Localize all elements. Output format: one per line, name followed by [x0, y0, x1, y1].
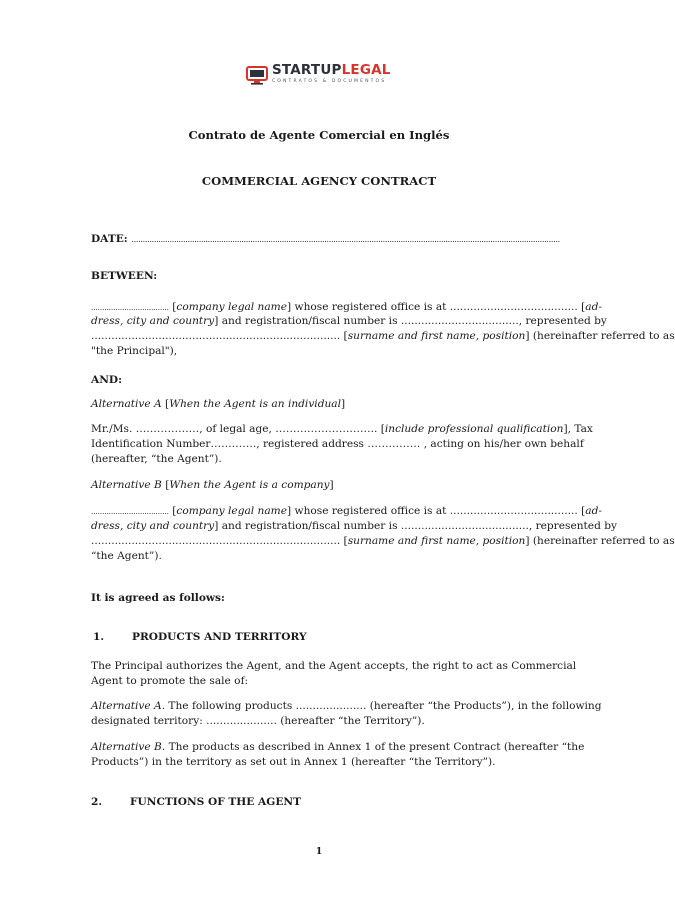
- startuplegal-logo: [246, 64, 391, 90]
- document-subtitle: COMMERCIAL AGENCY CONTRACT: [201, 174, 437, 188]
- principal-line-3: .......................................................................... [surname and first name, position] (hereinafter referred to as: [91, 330, 675, 342]
- individual-line-2: Identification Number…………., registered address …………… , acting on his/her own behalf: [91, 438, 584, 450]
- section-1-para-line-1: The Principal authorizes the Agent, and the Agent accepts, the right to act as Commercial: [91, 660, 577, 672]
- company-line-1: ................................... [company legal name] whose registered office is at ...................................... [ad-: [91, 505, 602, 517]
- section-2-heading: 2. FUNCTIONS OF THE AGENT: [91, 796, 301, 808]
- principal-line-4: "the Principal"),: [91, 345, 178, 357]
- document-title: Contrato de Agente Comercial en Inglés: [188, 128, 450, 142]
- section-1-alt-b-line-1: Alternative B. The products as described in Annex 1 of the present Contract (hereafter “the: [91, 741, 585, 753]
- agreed-heading: It is agreed as follows:: [91, 592, 225, 604]
- company-line-2: dress, city and country] and registration/fiscal number is ......................................, represented by: [91, 520, 617, 532]
- individual-line-1: Mr./Ms. ………………, of legal age, ……………………….. [include professional qualification], Tax: [91, 423, 593, 435]
- section-1-alt-a-line-1: Alternative A. The following products ..................... (hereafter “the Products”), in the following: [91, 700, 602, 712]
- monitor-icon: [246, 66, 268, 85]
- company-line-4: “the Agent”).: [91, 550, 162, 562]
- alternative-b-heading: Alternative B [When the Agent is a company]: [91, 479, 334, 491]
- section-1-para-line-2: Agent to promote the sale of:: [91, 675, 249, 687]
- logo-tagline: CONTRATOS & DOCUMENTOS: [272, 78, 387, 84]
- section-1-heading: 1. PRODUCTS AND TERRITORY: [93, 631, 307, 643]
- individual-line-3: (hereafter, “the Agent”).: [91, 453, 222, 465]
- and-heading: AND:: [91, 374, 123, 386]
- alternative-a-heading: Alternative A [When the Agent is an individual]: [91, 398, 346, 410]
- principal-line-2: dress, city and country] and registration/fiscal number is ..................................., represented by: [91, 315, 607, 327]
- between-heading: BETWEEN:: [91, 270, 158, 282]
- section-1-alt-a-line-2: designated territory: ..................... (hereafter “the Territory”).: [91, 715, 425, 727]
- logo-wordmark: STARTUPLEGAL: [272, 62, 391, 78]
- page-number: 1: [315, 846, 323, 857]
- principal-line-1: ................................... [company legal name] whose registered office is at ...................................... [ad-: [91, 301, 602, 313]
- company-line-3: .......................................................................... [surname and first name, position] (hereinafter referred to as: [91, 535, 675, 547]
- section-1-alt-b-line-2: Products”) in the territory as set out in Annex 1 (hereafter “the Territory”).: [91, 756, 496, 768]
- date-line: DATE: ...............................................................................................................................................................................................: [91, 233, 560, 245]
